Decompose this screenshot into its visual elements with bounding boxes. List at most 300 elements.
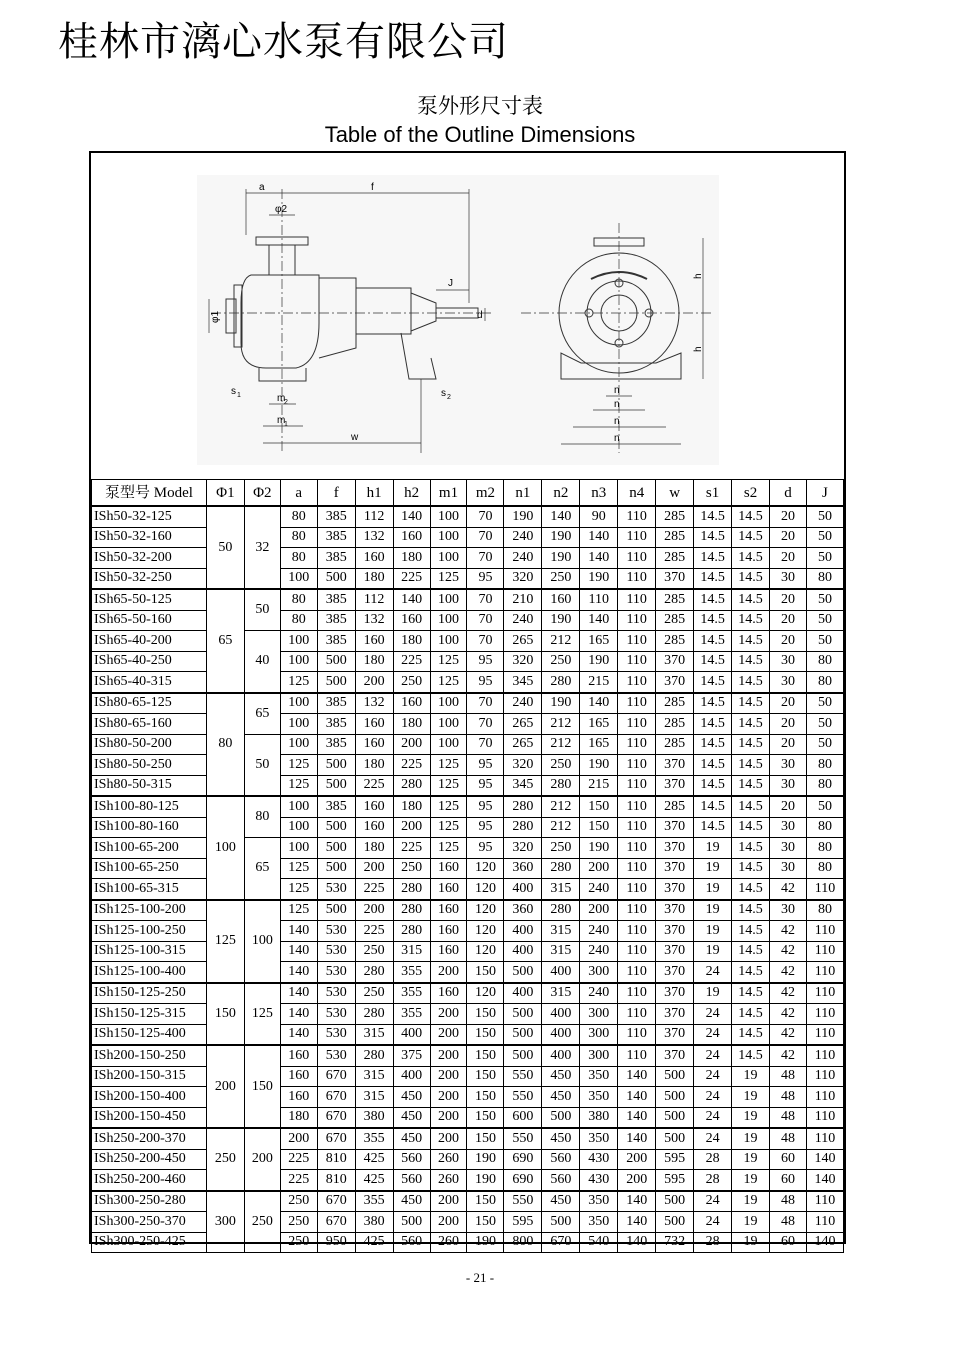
value-cell: 28 [694,1170,732,1191]
table-row [92,775,844,796]
value-cell: 250 [280,1191,317,1212]
value-cell: 370 [656,962,694,983]
value-cell: 14.5 [694,775,732,796]
value-cell: 24 [694,1024,732,1045]
value-cell: 50 [806,631,843,652]
value-cell: 200 [430,1066,467,1087]
value-cell: 20 [770,610,807,631]
value-cell: 200 [580,900,618,921]
table-row [92,631,844,652]
value-cell: 100 [430,506,467,527]
value-cell: 140 [618,1128,656,1149]
value-cell: 110 [806,1128,843,1149]
table-row [92,1066,844,1087]
value-cell: 160 [430,983,467,1004]
value-cell: 500 [317,775,355,796]
value-cell: 14.5 [694,589,732,610]
value-cell: 140 [580,548,618,569]
value-cell: 48 [770,1107,807,1128]
model-cell: ISh250-200-460 [92,1170,207,1191]
value-cell: 112 [355,506,393,527]
value-cell: 140 [393,506,430,527]
table-row [92,1024,844,1045]
value-cell: 140 [393,589,430,610]
value-cell: 30 [770,755,807,776]
value-cell: 345 [504,775,542,796]
header-cell: n1 [504,480,542,506]
dim-label-h2: h [693,273,704,279]
dim-label-m2: m [277,393,286,404]
value-cell: 200 [430,1004,467,1025]
value-cell: 30 [770,900,807,921]
value-cell: 60 [770,1170,807,1191]
value-cell: 80 [280,589,317,610]
value-cell: 24 [694,1191,732,1212]
header-cell: m1 [430,480,467,506]
value-cell: 14.5 [694,631,732,652]
value-cell: 20 [770,506,807,527]
value-cell: 540 [580,1232,618,1253]
value-cell: 260 [430,1232,467,1253]
value-cell: 150 [467,1128,504,1149]
value-cell: 400 [542,1045,580,1066]
value-cell: 110 [618,651,656,672]
value-cell: 425 [355,1170,393,1191]
value-cell: 28 [694,1149,732,1170]
value-cell: 30 [770,651,807,672]
value-cell: 500 [317,900,355,921]
value-cell: 370 [656,568,694,589]
value-cell: 190 [580,568,618,589]
value-cell: 200 [430,1087,467,1108]
value-cell: 120 [467,858,504,879]
value-cell: 19 [732,1232,770,1253]
value-cell: 280 [542,775,580,796]
model-cell: ISh250-200-450 [92,1149,207,1170]
value-cell: 212 [542,714,580,735]
value-cell: 14.5 [694,755,732,776]
value-cell: 95 [467,817,504,838]
value-cell: 315 [393,941,430,962]
value-cell: 19 [732,1107,770,1128]
value-cell: 19 [694,858,732,879]
value-cell: 425 [355,1149,393,1170]
value-cell: 110 [806,1024,843,1045]
value-cell: 140 [618,1212,656,1233]
table-row [92,589,844,610]
value-cell: 110 [618,962,656,983]
model-cell: ISh65-40-250 [92,651,207,672]
value-cell: 225 [393,838,430,859]
value-cell: 120 [467,879,504,900]
value-cell: 300 [580,1004,618,1025]
value-cell: 500 [656,1087,694,1108]
value-cell: 160 [355,548,393,569]
value-cell: 165 [580,714,618,735]
value-cell: 24 [694,1107,732,1128]
model-cell: ISh100-65-200 [92,838,207,859]
table-row [92,1191,844,1212]
value-cell: 60 [770,1149,807,1170]
value-cell: 125 [244,983,280,1046]
dim-label-n3: n [614,399,620,410]
value-cell: 42 [770,1045,807,1066]
value-cell: 190 [580,755,618,776]
model-cell: ISh250-200-370 [92,1128,207,1149]
value-cell: 500 [317,755,355,776]
value-cell: 400 [504,941,542,962]
value-cell: 120 [467,941,504,962]
pump-drawing-svg [91,153,844,479]
value-cell: 125 [280,879,317,900]
pump-outline-drawing [91,153,844,480]
value-cell: 50 [806,610,843,631]
value-cell: 30 [770,568,807,589]
value-cell: 80 [806,775,843,796]
header-cell: m2 [467,480,504,506]
value-cell: 160 [280,1045,317,1066]
value-cell: 30 [770,775,807,796]
value-cell: 140 [618,1191,656,1212]
value-cell: 95 [467,796,504,817]
value-cell: 670 [317,1087,355,1108]
value-cell: 80 [244,796,280,838]
model-cell: ISh80-65-160 [92,714,207,735]
value-cell: 150 [206,983,244,1046]
table-row [92,1045,844,1066]
dim-label-m1: m [277,415,286,426]
dim-label-n2: n [614,416,620,427]
value-cell: 550 [504,1066,542,1087]
value-cell: 14.5 [694,548,732,569]
value-cell: 140 [580,610,618,631]
model-cell: ISh300-250-425 [92,1232,207,1253]
value-cell: 300 [206,1191,244,1253]
value-cell: 24 [694,1087,732,1108]
value-cell: 560 [393,1232,430,1253]
value-cell: 355 [393,983,430,1004]
model-cell: ISh200-150-250 [92,1045,207,1066]
value-cell: 600 [504,1107,542,1128]
value-cell: 450 [393,1191,430,1212]
value-cell: 385 [317,506,355,527]
dim-label-phi2: φ2 [275,204,288,215]
value-cell: 110 [618,858,656,879]
value-cell: 280 [393,775,430,796]
value-cell: 350 [580,1128,618,1149]
value-cell: 80 [280,610,317,631]
value-cell: 100 [280,568,317,589]
value-cell: 400 [504,921,542,942]
value-cell: 50 [806,796,843,817]
value-cell: 100 [430,734,467,755]
value-cell: 350 [580,1212,618,1233]
value-cell: 400 [542,1004,580,1025]
value-cell: 240 [580,941,618,962]
value-cell: 110 [618,796,656,817]
value-cell: 95 [467,672,504,693]
value-cell: 140 [542,506,580,527]
value-cell: 19 [732,1191,770,1212]
value-cell: 65 [244,838,280,900]
value-cell: 190 [504,506,542,527]
value-cell: 150 [580,817,618,838]
value-cell: 180 [355,651,393,672]
value-cell: 125 [206,900,244,983]
value-cell: 285 [656,734,694,755]
dim-label-f: f [371,182,374,193]
value-cell: 180 [393,796,430,817]
value-cell: 20 [770,548,807,569]
value-cell: 250 [280,1232,317,1253]
value-cell: 385 [317,589,355,610]
value-cell: 140 [580,693,618,714]
value-cell: 240 [580,921,618,942]
value-cell: 48 [770,1087,807,1108]
value-cell: 132 [355,527,393,548]
value-cell: 530 [317,879,355,900]
model-cell: ISh200-150-400 [92,1087,207,1108]
value-cell: 24 [694,962,732,983]
value-cell: 150 [467,1004,504,1025]
value-cell: 100 [430,631,467,652]
value-cell: 150 [244,1045,280,1128]
value-cell: 370 [656,838,694,859]
model-cell: ISh50-32-250 [92,568,207,589]
value-cell: 280 [393,900,430,921]
table-row [92,755,844,776]
value-cell: 200 [355,900,393,921]
value-cell: 380 [580,1107,618,1128]
table-row [92,983,844,1004]
value-cell: 125 [280,672,317,693]
value-cell: 385 [317,527,355,548]
value-cell: 70 [467,589,504,610]
value-cell: 200 [430,1107,467,1128]
value-cell: 595 [504,1212,542,1233]
company-name: 桂林市漓心水泵有限公司 [58,19,509,65]
value-cell: 425 [355,1232,393,1253]
value-cell: 42 [770,879,807,900]
value-cell: 150 [467,1191,504,1212]
value-cell: 450 [393,1107,430,1128]
value-cell: 670 [542,1232,580,1253]
value-cell: 250 [542,568,580,589]
value-cell: 125 [280,755,317,776]
table-row [92,1107,844,1128]
table-row [92,1149,844,1170]
table-row [92,879,844,900]
value-cell: 110 [806,941,843,962]
value-cell: 212 [542,817,580,838]
value-cell: 190 [542,548,580,569]
value-cell: 80 [806,900,843,921]
value-cell: 225 [393,651,430,672]
model-cell: ISh300-250-280 [92,1191,207,1212]
value-cell: 20 [770,734,807,755]
value-cell: 180 [355,755,393,776]
table-row [92,693,844,714]
value-cell: 285 [656,693,694,714]
value-cell: 140 [618,1232,656,1253]
value-cell: 100 [280,817,317,838]
value-cell: 670 [317,1212,355,1233]
header-cell: Φ2 [244,480,280,506]
value-cell: 500 [504,1004,542,1025]
value-cell: 385 [317,693,355,714]
model-cell: ISh150-125-400 [92,1024,207,1045]
value-cell: 100 [280,838,317,859]
value-cell: 140 [618,1107,656,1128]
value-cell: 24 [694,1004,732,1025]
value-cell: 215 [580,775,618,796]
value-cell: 110 [806,1066,843,1087]
value-cell: 100 [430,589,467,610]
table-row [92,796,844,817]
table-row [92,858,844,879]
value-cell: 120 [467,900,504,921]
value-cell: 240 [504,693,542,714]
value-cell: 250 [542,755,580,776]
value-cell: 112 [355,589,393,610]
value-cell: 315 [355,1024,393,1045]
value-cell: 50 [206,506,244,589]
value-cell: 200 [430,1128,467,1149]
value-cell: 320 [504,568,542,589]
table-row [92,1128,844,1149]
value-cell: 500 [656,1107,694,1128]
value-cell: 400 [504,879,542,900]
value-cell: 370 [656,755,694,776]
value-cell: 70 [467,527,504,548]
value-cell: 48 [770,1191,807,1212]
table-row [92,941,844,962]
value-cell: 14.5 [732,589,770,610]
value-cell: 285 [656,796,694,817]
model-cell: ISh65-40-315 [92,672,207,693]
table-row [92,962,844,983]
value-cell: 732 [656,1232,694,1253]
value-cell: 360 [504,858,542,879]
value-cell: 200 [244,1128,280,1191]
value-cell: 370 [656,879,694,900]
table-row [92,1087,844,1108]
value-cell: 250 [542,651,580,672]
value-cell: 500 [393,1212,430,1233]
value-cell: 190 [467,1170,504,1191]
value-cell: 265 [504,631,542,652]
value-cell: 225 [355,879,393,900]
value-cell: 280 [393,879,430,900]
value-cell: 110 [806,1045,843,1066]
value-cell: 95 [467,775,504,796]
value-cell: 50 [806,527,843,548]
value-cell: 500 [542,1212,580,1233]
value-cell: 450 [542,1087,580,1108]
header-cell: n4 [618,480,656,506]
value-cell: 500 [656,1191,694,1212]
value-cell: 19 [732,1128,770,1149]
value-cell: 70 [467,631,504,652]
model-cell: ISh65-50-125 [92,589,207,610]
value-cell: 315 [542,983,580,1004]
table-row [92,672,844,693]
value-cell: 280 [542,858,580,879]
header-cell: w [656,480,694,506]
model-cell: ISh100-65-250 [92,858,207,879]
value-cell: 240 [580,879,618,900]
value-cell: 500 [317,858,355,879]
value-cell: 500 [656,1128,694,1149]
model-cell: ISh125-100-250 [92,921,207,942]
model-cell: ISh125-100-400 [92,962,207,983]
value-cell: 200 [393,734,430,755]
value-cell: 190 [542,527,580,548]
value-cell: 14.5 [732,775,770,796]
value-cell: 530 [317,1004,355,1025]
value-cell: 30 [770,672,807,693]
value-cell: 14.5 [732,941,770,962]
value-cell: 200 [618,1149,656,1170]
value-cell: 225 [393,568,430,589]
value-cell: 14.5 [732,879,770,900]
value-cell: 24 [694,1066,732,1087]
value-cell: 200 [618,1170,656,1191]
value-cell: 560 [393,1149,430,1170]
value-cell: 50 [244,734,280,796]
value-cell: 14.5 [732,631,770,652]
value-cell: 430 [580,1149,618,1170]
value-cell: 190 [580,651,618,672]
value-cell: 80 [280,527,317,548]
value-cell: 380 [355,1212,393,1233]
value-cell: 280 [504,796,542,817]
value-cell: 24 [694,1212,732,1233]
dim-label-s1: s [231,386,236,397]
value-cell: 500 [317,568,355,589]
model-cell: ISh200-150-450 [92,1107,207,1128]
drawing-background [197,175,719,465]
value-cell: 355 [355,1128,393,1149]
value-cell: 110 [806,1212,843,1233]
value-cell: 19 [732,1212,770,1233]
value-cell: 100 [280,693,317,714]
value-cell: 14.5 [732,1004,770,1025]
value-cell: 14.5 [732,962,770,983]
value-cell: 70 [467,714,504,735]
table-row [92,651,844,672]
table-row [92,734,844,755]
value-cell: 14.5 [732,610,770,631]
value-cell: 280 [355,962,393,983]
value-cell: 132 [355,610,393,631]
table-row [92,527,844,548]
value-cell: 140 [280,983,317,1004]
value-cell: 70 [467,506,504,527]
value-cell: 160 [430,900,467,921]
value-cell: 42 [770,941,807,962]
value-cell: 95 [467,755,504,776]
value-cell: 200 [580,858,618,879]
value-cell: 180 [393,714,430,735]
value-cell: 560 [542,1170,580,1191]
value-cell: 315 [355,1087,393,1108]
value-cell: 14.5 [732,693,770,714]
value-cell: 280 [355,1045,393,1066]
value-cell: 810 [317,1170,355,1191]
value-cell: 300 [580,962,618,983]
value-cell: 430 [580,1170,618,1191]
